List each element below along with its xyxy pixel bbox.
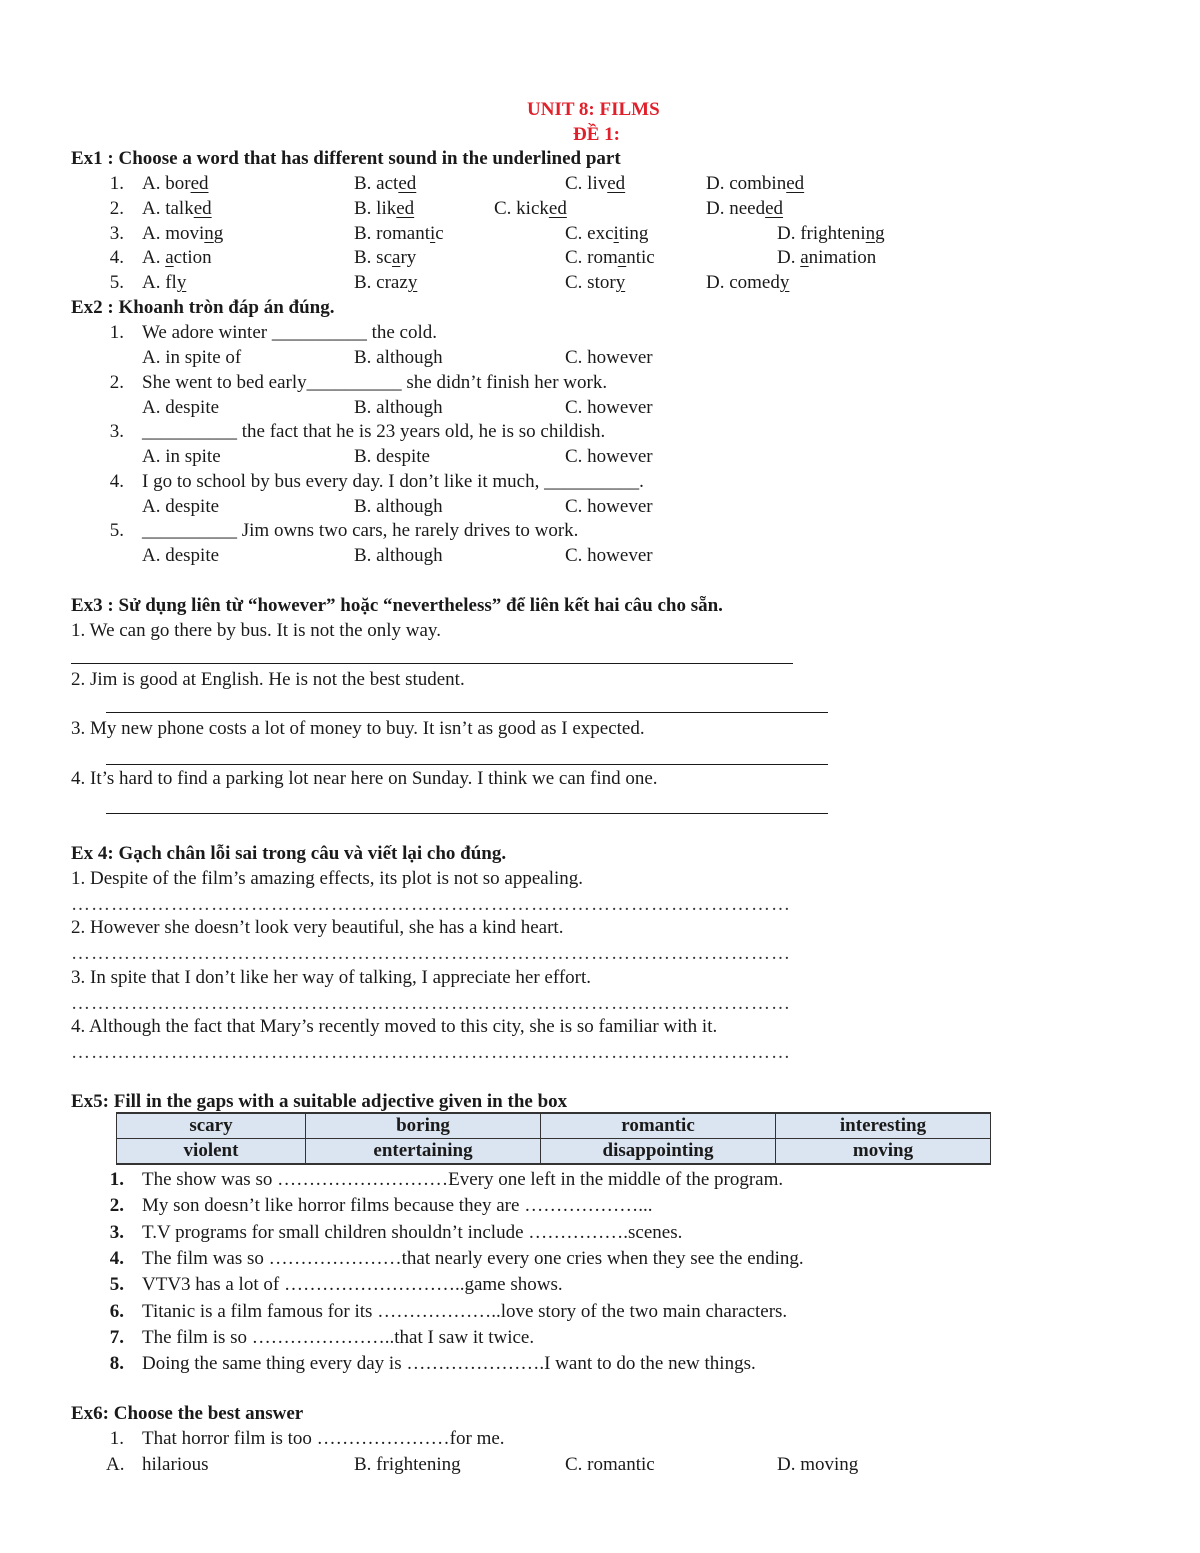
question-text: That horror film is too …………………for me. (142, 1428, 505, 1449)
question-number: 5. (109, 520, 124, 541)
underlined-part: i (430, 223, 436, 244)
underlined-part: ed (398, 173, 417, 194)
option-a[interactable] (142, 246, 212, 270)
option-b[interactable] (354, 172, 416, 196)
option-text: C. stor (565, 272, 616, 293)
ex5-heading: Ex5: Fill in the gaps with a suitable adjective given in the box (71, 1091, 568, 1112)
option-text: D. need (706, 198, 766, 219)
option-text: D. combin (706, 173, 787, 194)
question-number: 1. (109, 1428, 124, 1449)
question-text: The film was so …………………that nearly every one cries when they see the ending. (142, 1247, 804, 1269)
question-number: 5. (109, 1274, 124, 1296)
option-b[interactable]: B. although (354, 495, 443, 517)
underlined-part: y (407, 272, 418, 293)
question-number: 6. (109, 1300, 124, 1322)
ex3-sentence: 3. My new phone costs a lot of money to buy. It isn’t as good as I expected. (71, 718, 645, 739)
underlined-part: ed (607, 173, 626, 194)
option-b[interactable] (354, 246, 416, 270)
question-text: She went to bed early__________ she didn’t finish her work. (142, 371, 608, 393)
word-box-cell: disappointing (541, 1139, 776, 1165)
option-b[interactable]: B. despite (354, 446, 430, 467)
option-a[interactable]: A. despite (142, 396, 220, 418)
question-number: 4. (109, 1247, 124, 1269)
question-number: 1. (109, 173, 124, 194)
question-number: 1. (109, 1169, 124, 1190)
word-box-cell: boring (306, 1113, 541, 1139)
answer-line[interactable] (106, 764, 828, 765)
option-a[interactable]: A. despite (142, 545, 220, 566)
ex3-sentence: 4. It’s hard to find a parking lot near here on Sunday. I think we can find one. (71, 768, 658, 789)
option-a[interactable]: hilarious (142, 1454, 209, 1475)
ex6-heading: Ex6: Choose the best answer (71, 1403, 304, 1424)
option-text: ting (618, 223, 649, 244)
option-text: ction (173, 247, 212, 268)
question-number: 2. (109, 371, 124, 393)
option-d[interactable] (706, 197, 783, 221)
option-c[interactable]: C. however (565, 545, 653, 566)
word-box-cell: romantic (541, 1113, 776, 1139)
question-number: 1. (109, 322, 124, 343)
option-c[interactable]: C. however (565, 495, 653, 517)
word-box-cell: moving (776, 1139, 991, 1165)
word-box-cell: violent (117, 1139, 306, 1165)
question-text: __________ the fact that he is 23 years old, he is so childish. (142, 421, 606, 442)
underlined-part: ed (190, 173, 209, 194)
option-c[interactable] (565, 246, 655, 270)
ex4-heading: Ex 4: Gạch chân lỗi sai trong câu và viết lại cho đúng. (71, 843, 507, 864)
underlined-part: y (779, 272, 790, 293)
option-d[interactable] (706, 172, 804, 196)
option-b[interactable] (354, 222, 444, 246)
dotted-answer-line[interactable]: ……………………………………………………………………………………………… (71, 1042, 791, 1063)
option-a-label: A. (106, 1454, 125, 1475)
underlined-part: a (617, 247, 627, 268)
option-text: B. romant (354, 223, 430, 244)
option-text: ry (400, 247, 417, 268)
question-text: We adore winter __________ the cold. (142, 322, 438, 343)
option-b[interactable]: B. frightening (354, 1454, 461, 1475)
option-c[interactable] (565, 271, 625, 295)
answer-line[interactable] (106, 712, 828, 713)
option-text: C. exc (565, 223, 614, 244)
underlined-part: ed (786, 173, 805, 194)
question-text: The film is so …………………..that I saw it twice. (142, 1326, 535, 1348)
option-text: A. (142, 247, 166, 268)
option-a[interactable] (142, 222, 223, 246)
ex4-sentence: 3. In spite that I don’t like her way of talking, I appreciate her effort. (71, 967, 592, 988)
option-text: B. sc (354, 247, 392, 268)
option-c[interactable] (565, 222, 648, 246)
option-text: g (213, 223, 224, 244)
option-b[interactable]: B. although (354, 347, 443, 368)
page-subtitle: ĐỀ 1: (573, 124, 620, 145)
question-text: __________ Jim owns two cars, he rarely drives to work. (142, 520, 579, 541)
word-box (116, 1112, 991, 1165)
option-text: B. lik (354, 198, 397, 219)
question-text: My son doesn’t like horror films because they are ………………... (142, 1195, 653, 1217)
option-text: C. kick (494, 198, 549, 219)
underlined-part: a (165, 247, 174, 268)
question-text: T.V programs for small children shouldn’t include …………….scenes. (142, 1221, 683, 1243)
option-text: g (875, 223, 885, 244)
question-text: I go to school by bus every day. I don’t like it much, __________. (142, 470, 644, 492)
option-b[interactable]: B. although (354, 545, 443, 566)
option-text: C. rom (565, 247, 618, 268)
underlined-part: n (204, 223, 214, 244)
word-box-cell: entertaining (306, 1139, 541, 1165)
word-box-cell: scary (117, 1113, 306, 1139)
option-a[interactable] (142, 172, 209, 196)
option-text: B. act (354, 173, 399, 194)
option-text: nimation (808, 247, 877, 268)
question-text: The show was so ………………………Every one left in the middle of the program. (142, 1169, 784, 1190)
underlined-part: y (615, 272, 626, 293)
option-a[interactable]: A. despite (142, 495, 220, 517)
option-text: C. liv (565, 173, 608, 194)
underlined-part: i (613, 223, 619, 244)
question-number: 2. (109, 198, 124, 219)
dotted-answer-line[interactable]: ……………………………………………………………………………………………… (71, 943, 791, 964)
question-number: 8. (109, 1353, 124, 1375)
option-text: D. comed (706, 272, 780, 293)
option-c[interactable]: C. romantic (565, 1454, 655, 1475)
option-text: D. frighteni (777, 223, 866, 244)
option-text: B. craz (354, 272, 408, 293)
dotted-answer-line[interactable]: ……………………………………………………………………………………………… (71, 993, 791, 1014)
ex4-sentence: 1. Despite of the film’s amazing effects, its plot is not so appealing. (71, 868, 584, 889)
option-b[interactable] (354, 197, 414, 221)
question-text: Titanic is a film famous for its ………………..love story of the two main characters. (142, 1300, 788, 1322)
underlined-part: n (865, 223, 876, 244)
option-text: A. talk (142, 198, 194, 219)
option-a[interactable]: A. in spite (142, 446, 221, 467)
option-text: A. fl (142, 272, 177, 293)
dotted-answer-line[interactable]: ……………………………………………………………………………………………… (71, 894, 791, 915)
question-number: 3. (109, 421, 124, 442)
question-number: 3. (109, 223, 124, 244)
option-d[interactable]: D. moving (777, 1454, 859, 1475)
underlined-part: a (800, 247, 809, 268)
question-text: VTV3 has a lot of ………………………..game shows. (142, 1274, 563, 1296)
word-box-cell: interesting (776, 1113, 991, 1139)
option-a[interactable] (142, 197, 212, 221)
ex4-sentence: 4. Although the fact that Mary’s recently moved to this city, she is so familiar with it. (71, 1016, 718, 1037)
question-number: 4. (109, 470, 124, 492)
option-text: A. bor (142, 173, 191, 194)
option-a[interactable]: A. in spite of (142, 347, 242, 368)
question-number: 2. (109, 1195, 124, 1217)
option-text: ntic (626, 247, 655, 268)
option-c[interactable] (565, 172, 625, 196)
underlined-part: y (176, 272, 187, 293)
answer-line[interactable] (71, 663, 793, 664)
option-c[interactable] (494, 197, 567, 221)
option-text: c (435, 223, 444, 244)
ex3-sentence: 2. Jim is good at English. He is not the best student. (71, 669, 465, 690)
option-c[interactable]: C. however (565, 446, 653, 467)
option-b[interactable]: B. although (354, 396, 443, 418)
option-a[interactable] (142, 271, 186, 295)
question-number: 5. (109, 272, 124, 293)
underlined-part: a (392, 247, 401, 268)
option-c[interactable]: C. however (565, 396, 653, 418)
option-d[interactable] (777, 246, 876, 270)
underlined-part: ed (548, 198, 567, 219)
question-number: 7. (109, 1326, 124, 1348)
option-c[interactable]: C. however (565, 347, 653, 368)
option-text: A. movi (142, 223, 205, 244)
option-text: D. (777, 247, 801, 268)
option-d[interactable] (777, 222, 885, 246)
ex2-heading: Ex2 : Khoanh tròn đáp án đúng. (71, 297, 335, 318)
option-d[interactable] (706, 271, 789, 295)
answer-line[interactable] (106, 813, 828, 814)
underlined-part: ed (765, 198, 784, 219)
underlined-part: ed (193, 198, 212, 219)
question-number: 3. (109, 1221, 124, 1243)
ex4-sentence: 2. However she doesn’t look very beautiful, she has a kind heart. (71, 917, 564, 938)
page-title: UNIT 8: FILMS (527, 99, 660, 120)
question-number: 4. (109, 247, 124, 268)
underlined-part: ed (396, 198, 415, 219)
option-b[interactable] (354, 271, 417, 295)
ex3-heading: Ex3 : Sử dụng liên từ “however” hoặc “nevertheless” để liên kết hai câu cho sẵn. (71, 595, 723, 616)
ex1-heading: Ex1 : Choose a word that has different sound in the underlined part (71, 148, 621, 169)
ex3-sentence: 1. We can go there by bus. It is not the only way. (71, 620, 441, 641)
question-text: Doing the same thing every day is ………………….I want to do the new things. (142, 1353, 756, 1375)
